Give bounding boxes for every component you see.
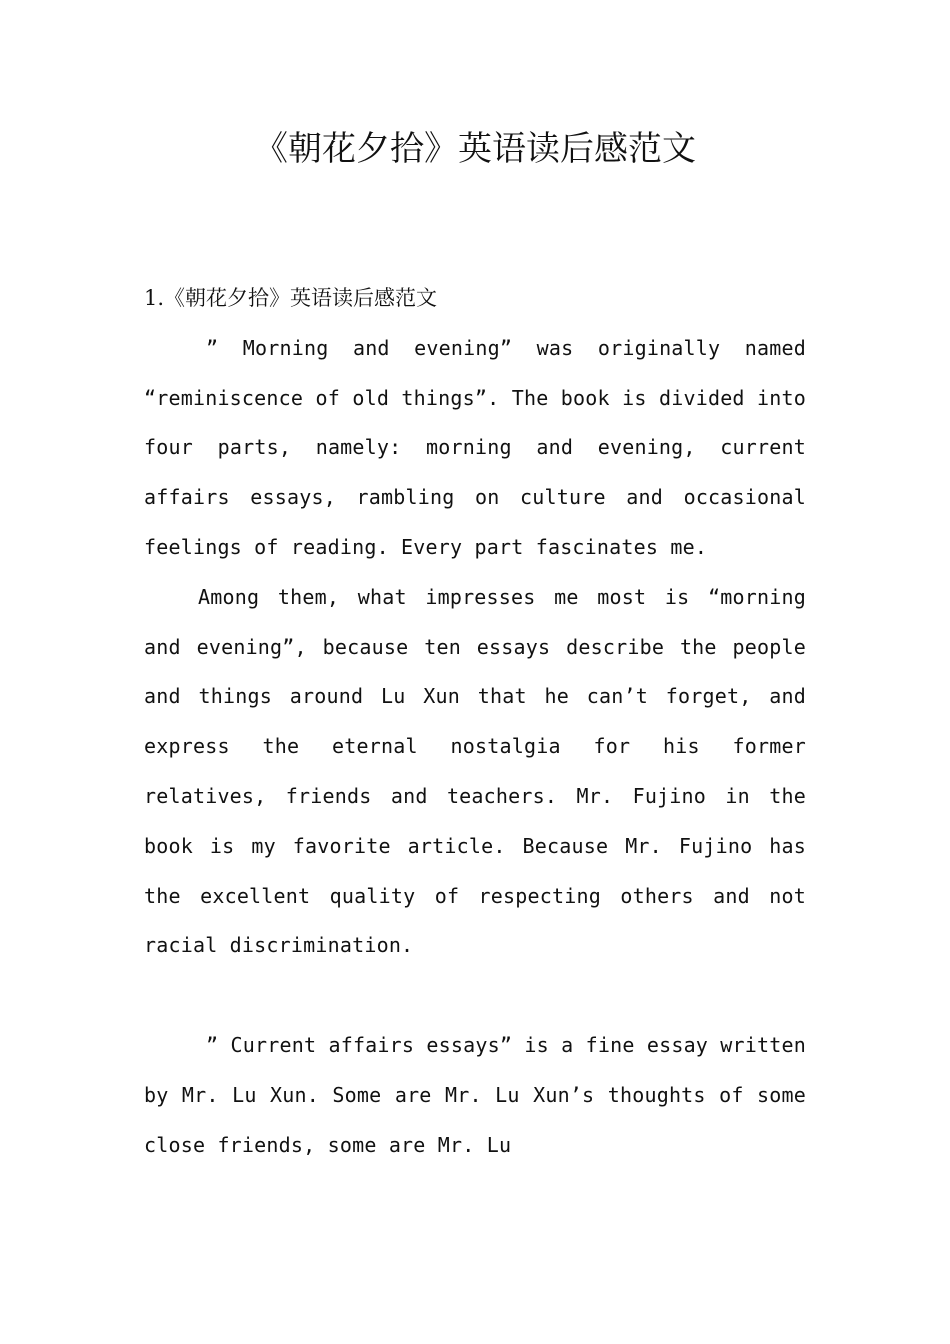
paragraph-3: ” Current affairs essays” is a fine essay written by Mr. Lu Xun. Some are Mr. Lu Xun’s thoughts of some close friends, some are Mr. Lu <box>144 1032 806 1157</box>
document-body <box>144 274 806 1170</box>
paragraph-1: ” Morning and evening” was originally named “reminiscence of old things”. The book is divided into four parts, namely: morning and evening, current affairs essays, rambling on culture and occasional feelings of reading. Every part fascinates me. <box>144 335 806 559</box>
paragraph-2: Among them, what impresses me most is “morning and evening”, because ten essays describe the people and things around Lu Xun that he can’t forget, and express the eternal nostalgia for his former relatives, friends and teachers. Mr. Fujino in the book is my favorite article. Because Mr. Fujino has the excellent quality of respecting others and not racial discrimination. <box>144 584 806 958</box>
document-title: 《朝花夕拾》英语读后感范文 <box>254 129 696 169</box>
section-heading: 1.《朝花夕拾》英语读后感范文 <box>144 286 438 310</box>
paragraph-spacer <box>144 971 806 1021</box>
